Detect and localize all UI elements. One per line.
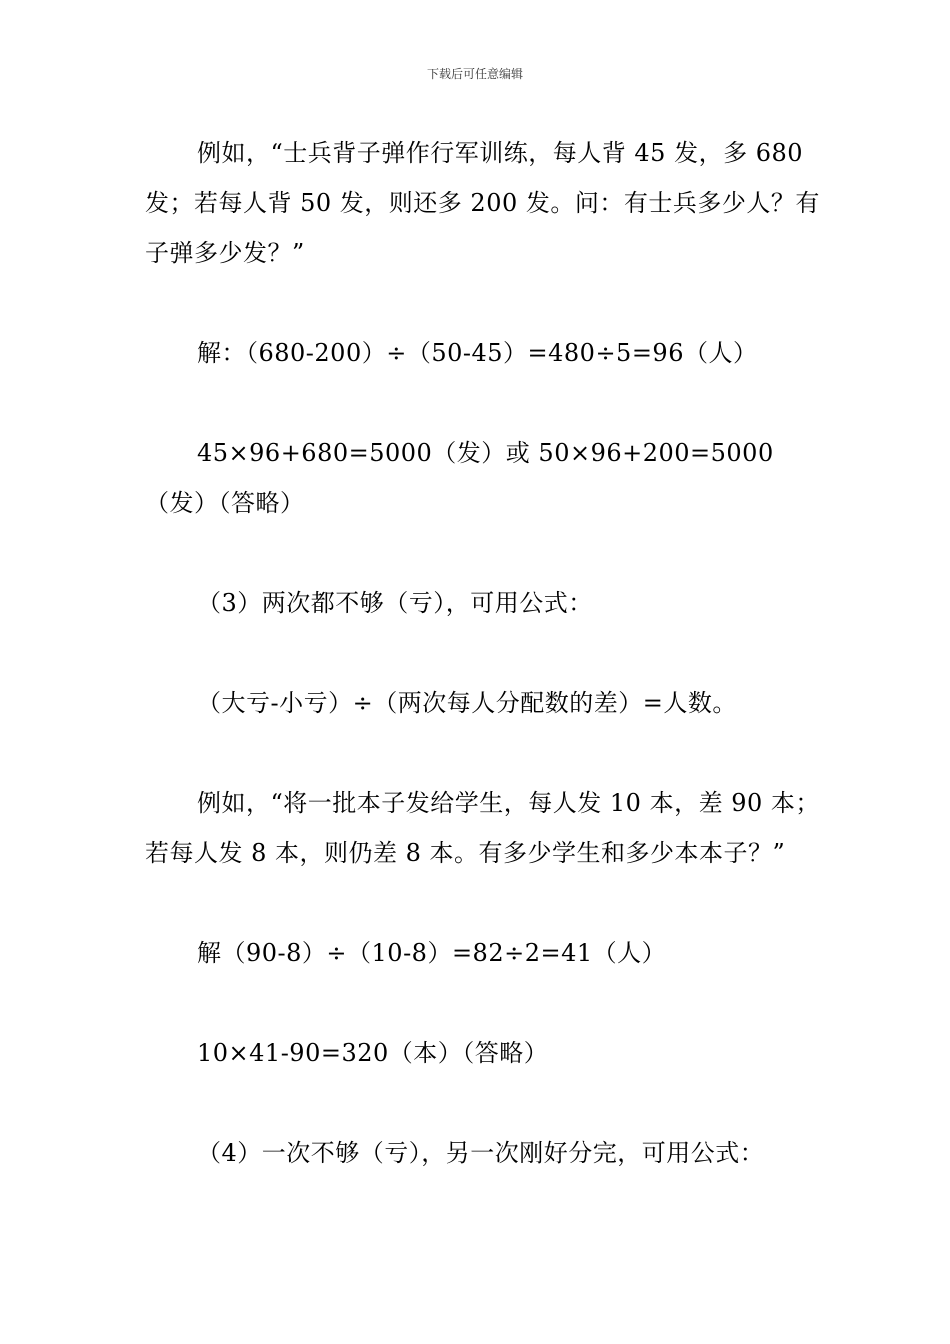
page-header: 下载后可任意编辑	[426, 67, 523, 81]
paragraph-solution-students: 解（90-8）÷（10-8）=82÷2=41（人）	[197, 939, 667, 967]
paragraph-case-3-title: （3）两次都不够（亏），可用公式：	[197, 589, 593, 617]
paragraph-solution-bullets: 45×96+680=5000（发）或 50×96+200=5000（发）（答略）	[145, 439, 774, 517]
paragraph-example-soldiers: 例如，“士兵背子弹作行军训练，每人背 45 发，多 680 发；若每人背 50 发，则还多 200 发。问：有士兵多少人？有子弹多少发？”	[145, 139, 820, 267]
paragraph-solution-people: 解：（680-200）÷（50-45）=480÷5=96（人）	[197, 339, 758, 367]
paragraph-case-4-title: （4）一次不够（亏），另一次刚好分完，可用公式：	[197, 1139, 765, 1167]
paragraph-solution-notebooks: 10×41-90=320（本）（答略）	[197, 1039, 549, 1067]
document-body	[145, 128, 835, 1228]
paragraph-example-notebooks: 例如，“将一批本子发给学生，每人发 10 本，差 90 本；若每人发 8 本，则仍差 8 本。有多少学生和多少本本子？”	[145, 789, 820, 867]
paragraph-case-3-formula: （大亏-小亏）÷（两次每人分配数的差）=人数。	[197, 689, 737, 717]
